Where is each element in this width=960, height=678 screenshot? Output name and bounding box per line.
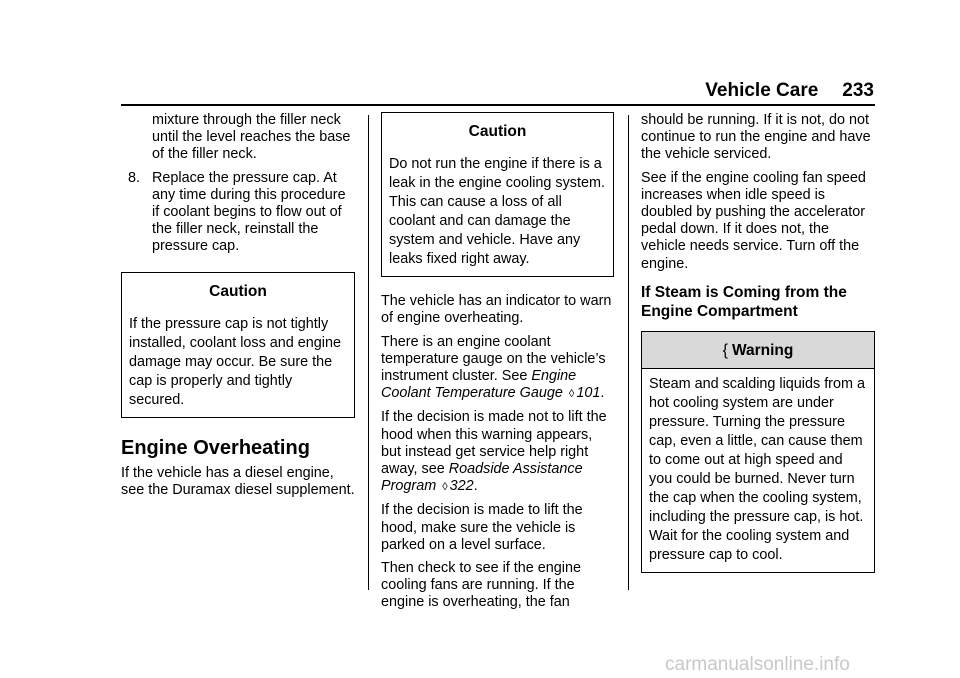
caution-title: Caution <box>209 282 267 300</box>
column-3 <box>641 112 875 585</box>
step-text: Replace the pressure cap. At any time during this procedure if coolant begins to flow out of the filler neck, reinstall the pressure cap. <box>152 169 346 255</box>
paragraph: should be running. If it is not, do not continue to run the engine and have the vehicle serviced. <box>641 112 871 163</box>
watermark: carmanualsonline.info <box>665 654 850 675</box>
warning-box <box>641 331 875 573</box>
paragraph: Then check to see if the engine cooling fans are running. If the engine is overheating, the fan <box>381 560 582 611</box>
step-8 <box>121 170 355 256</box>
xref-page[interactable]: 322 <box>449 478 474 495</box>
subsection-heading: If Steam is Coming from the Engine Compartment <box>641 283 847 320</box>
caution-text: Do not run the engine if there is a leak in the engine cooling system. This can cause a loss of all coolant and can damage the system and vehicle. Have any leaks fixed right away. <box>389 156 605 268</box>
step-continuation: mixture through the filler neck until the level reaches the base of the filler neck. <box>152 112 351 163</box>
page-ref-icon: ◊ <box>442 481 448 494</box>
warning-text: Steam and scalding liquids from a hot cooling system are under pressure. Turning the pressure cap, even a little, can cause them to come out at high speed and you could be burned. Never turn the cap when the cooling system, including the pressure cap, is hot. Wait for the cooling system and pressure cap to cool. <box>649 376 865 564</box>
page-ref-icon: ◊ <box>568 388 575 401</box>
column-1 <box>121 112 355 505</box>
section-title: Vehicle Care <box>705 80 819 101</box>
warning-title: Warning <box>731 341 794 359</box>
paragraph-roadside <box>381 409 614 496</box>
header-rule <box>121 104 875 106</box>
xref-link[interactable]: Engine Coolant Temperature Gauge <box>381 368 577 402</box>
paragraph: The vehicle has an indicator to warn of engine overheating. <box>381 293 612 327</box>
caution-text: If the pressure cap is not tightly installed, coolant loss and engine damage may occur. Be sure the cap is properly and tightly secured. <box>129 315 342 408</box>
paragraph: If the decision is made to lift the hood, make sure the vehicle is parked on a level surface. <box>381 502 583 553</box>
column-divider-2 <box>628 115 629 590</box>
column-2 <box>381 112 614 618</box>
caution-title: Caution <box>468 123 527 140</box>
caution-box-2 <box>381 112 614 277</box>
page-header <box>705 80 874 102</box>
xref-page[interactable]: 101 <box>576 385 601 402</box>
paragraph: See if the engine cooling fan speed increases when idle speed is doubled by pushing the accelerator pedal down. If it does not, the vehicle needs service. Turn off the engine. <box>641 169 866 272</box>
page-number: 233 <box>842 80 874 101</box>
paragraph: If the vehicle has a diesel engine, see the Duramax diesel supplement. <box>121 465 355 499</box>
paragraph-text: If the decision is made not to lift the hood when this warning appears, but instead get service help right away, see <box>381 409 607 478</box>
warning-icon: { <box>722 341 728 359</box>
step-number: 8. <box>128 169 141 186</box>
warning-header <box>642 332 874 369</box>
column-divider-1 <box>368 115 369 590</box>
xref-link[interactable]: Roadside Assistance Program <box>381 461 583 495</box>
paragraph-gauge <box>381 334 614 404</box>
section-heading: Engine Overheating <box>121 436 310 459</box>
paragraph-text: There is an engine coolant temperature gauge on the vehicle’s instrument cluster. See <box>381 333 606 385</box>
paragraph-end: . <box>473 478 478 495</box>
caution-box-1 <box>121 272 355 418</box>
paragraph-end: . <box>600 385 605 402</box>
